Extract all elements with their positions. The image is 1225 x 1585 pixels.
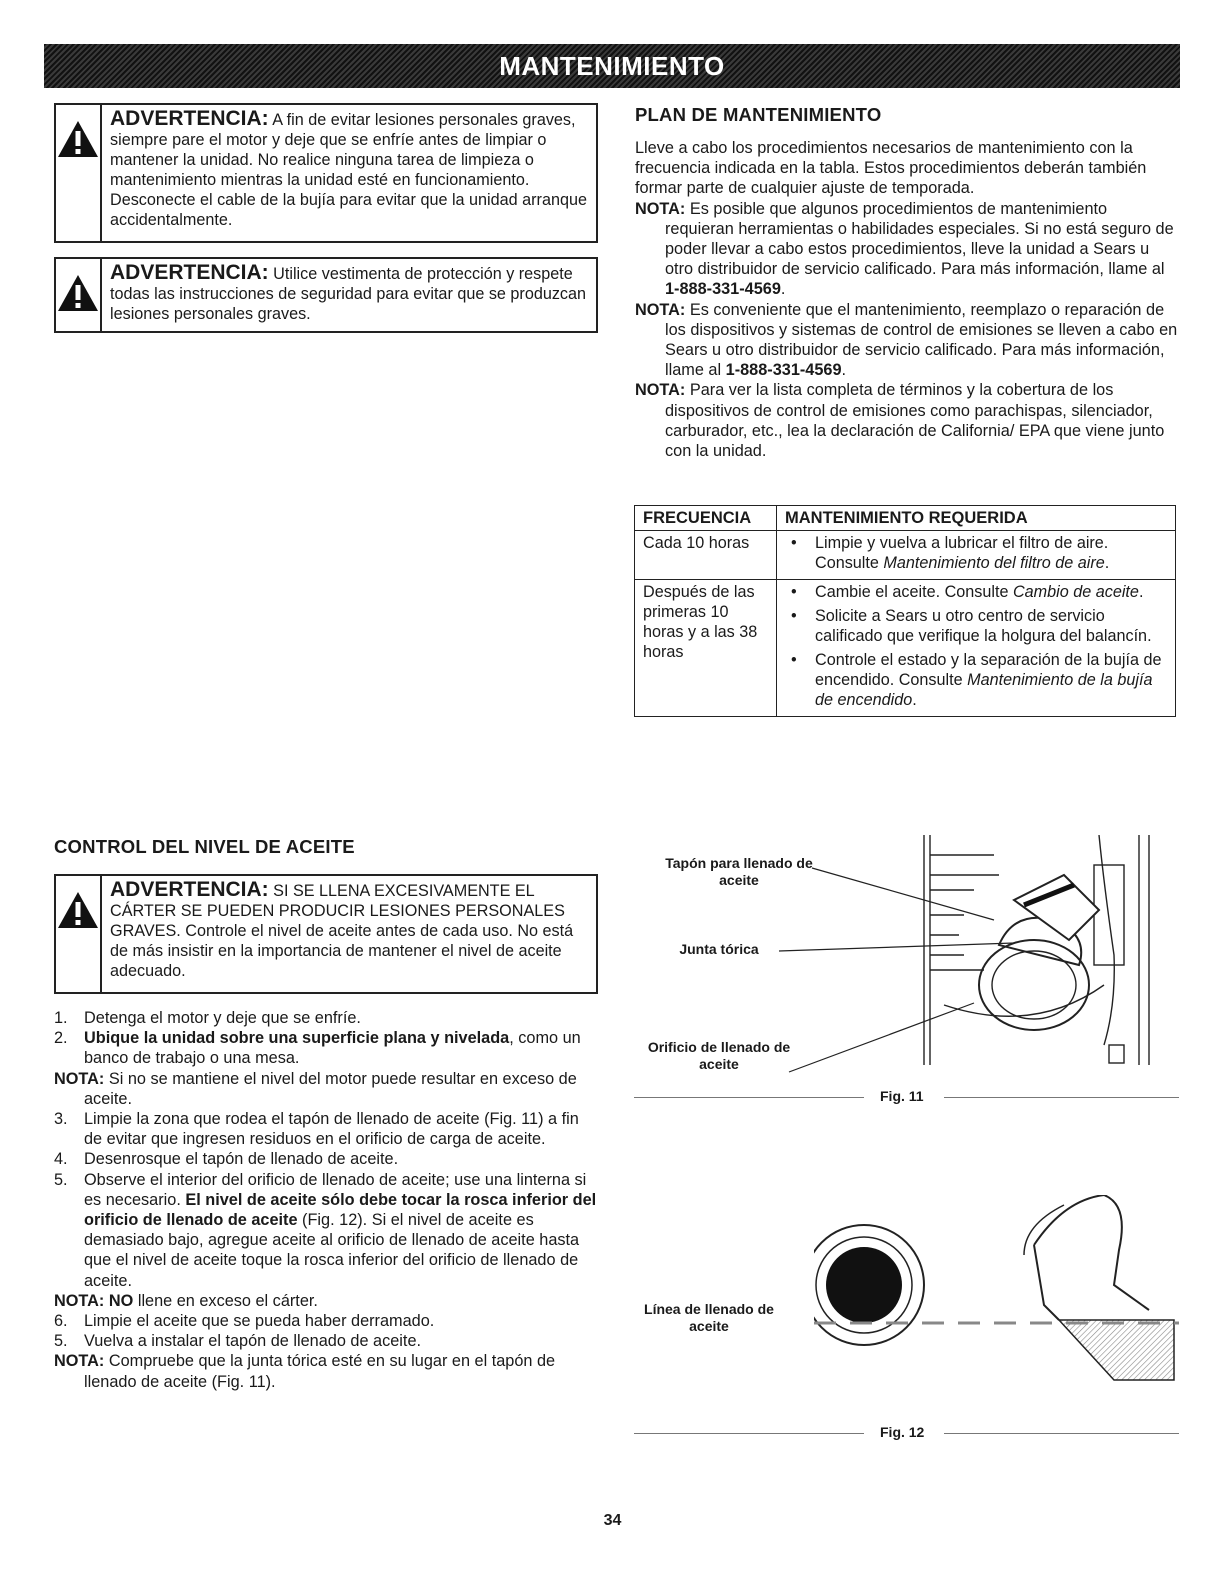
- warning-triangle-icon: [56, 119, 100, 159]
- table-row: [635, 531, 1176, 580]
- figure-caption: Orificio de llenado de aceite: [647, 1039, 791, 1072]
- note: NOTA: Para ver la lista completa de términos y la cobertura de los dispositivos de control de emisiones como parachispas, silenciador, carburador, etc., lea la declaración de California/ EPA que viene junto con la unidad.: [635, 381, 1165, 461]
- warning-box-3: [54, 874, 598, 994]
- maintenance-plan-section: [635, 104, 1180, 461]
- step-item: 4. Desenrosque el tapón de llenado de aceite.: [54, 1150, 399, 1169]
- note: NOTA: Es posible que algunos procedimientos de mantenimiento requieran herramientas o habilidades especiales. Si no está seguro de poder llevar a cabo estos procedimientos, lleve la unidad a Sears u otro distribuidor de servicio calificado. Para más información, llame al 1-888-331-4569.: [635, 199, 1174, 299]
- note: NOTA: Si no se mantiene el nivel del motor puede resultar en exceso de aceite.: [54, 1069, 577, 1108]
- table-cell: Cada 10 horas: [635, 531, 777, 580]
- figure-caption: Tapón para llenado de aceite: [665, 855, 813, 888]
- table-row: [635, 580, 1176, 717]
- warning-triangle-icon: [56, 273, 100, 313]
- list-item: • Limpie y vuelva a lubricar el filtro de aire. Consulte Mantenimiento del filtro de aire.: [785, 533, 1167, 573]
- leader-lines: [634, 835, 1179, 1105]
- figure-11: [634, 835, 1179, 1105]
- maintenance-table: [634, 505, 1176, 717]
- section-title: PLAN DE MANTENIMIENTO: [635, 104, 882, 125]
- figure-number: Fig. 11: [880, 1088, 924, 1104]
- step-item: 2. Ubique la unidad sobre una superficie plana y nivelada, como un banco de trabajo o una mesa.: [54, 1029, 581, 1068]
- figure-caption: Junta tórica: [679, 941, 759, 957]
- warning-text: SI SE LLENA EXCESIVAMENTE EL CÁRTER SE PUEDEN PRODUCIR LESIONES PERSONALES GRAVES. Controle el nivel de aceite antes de cada uso. No está de más insistir en la importancia de mantener el nivel de aceite adecuado.: [110, 882, 574, 980]
- step-item: 1. Detenga el motor y deje que se enfríe.: [54, 1009, 361, 1027]
- warning-heading: ADVERTENCIA:: [110, 878, 269, 901]
- table-header: FRECUENCIA: [635, 506, 777, 531]
- warning-heading: ADVERTENCIA:: [110, 261, 269, 284]
- note: NOTA: NO llene en exceso el cárter.: [54, 1291, 318, 1310]
- oil-fill-level-illustration: [814, 1195, 1179, 1415]
- page-number: 34: [603, 1512, 622, 1529]
- figure-12: [634, 1195, 1179, 1445]
- warning-triangle-icon: [56, 890, 100, 930]
- warning-box-1: [54, 103, 598, 243]
- list-item: • Solicite a Sears u otro centro de servicio calificado que verifique la holgura del balancín.: [785, 606, 1167, 646]
- warning-text: A fin de evitar lesiones personales graves, siempre pare el motor y deje que se enfríe antes de limpiar o mantener la unidad. No realice ninguna tarea de limpieza o mantenimiento mientras la unidad esté en funcionamiento. Desconecte el cable de la bujía para evitar que la unidad arranque accidentalmente.: [110, 111, 587, 229]
- step-item: 3. Limpie la zona que rodea el tapón de llenado de aceite (Fig. 11) a fin de evitar que ingresen residuos en el orificio de carga de aceite.: [54, 1110, 579, 1149]
- table-header: MANTENIMIENTO REQUERIDA: [777, 506, 1176, 531]
- step-item: 5. Observe el interior del orificio de llenado de aceite; use una linterna si es necesario. El nivel de aceite sólo debe tocar la rosca inferior del orificio de llenado de aceite (Fig. 12). Si el nivel de aceite es demasiado bajo, agregue aceite al orificio de llenado de aceite hasta que el nivel de aceite toque la rosca inferior del orificio de llenado de aceite.: [54, 1170, 597, 1290]
- step-item: 5. Vuelva a instalar el tapón de llenado de aceite.: [54, 1332, 422, 1351]
- step-item: 6. Limpie el aceite que se pueda haber derramado.: [54, 1312, 435, 1331]
- section-title: CONTROL DEL NIVEL DE ACEITE: [54, 836, 355, 857]
- table-cell: [777, 580, 1176, 717]
- list-item: • Controle el estado y la separación de la bujía de encendido. Consulte Mantenimiento de la bujía de encendido.: [785, 650, 1167, 710]
- note: NOTA: Compruebe que la junta tórica esté en su lugar en el tapón de llenado de aceite (Fig. 11).: [54, 1352, 556, 1391]
- figure-caption: Línea de llenado de aceite: [644, 1301, 774, 1334]
- plan-intro: Lleve a cabo los procedimientos necesarios de mantenimiento con la frecuencia indicada en la tabla. Estos procedimientos deberán también formar parte de cualquier ajuste de temporada.: [635, 139, 1147, 198]
- section-banner: MANTENIMIENTO: [44, 44, 1180, 88]
- list-item: • Cambie el aceite. Consulte Cambio de aceite.: [785, 582, 1167, 602]
- table-cell: Después de las primeras 10 horas y a las 38 horas: [635, 580, 777, 717]
- note: NOTA: Es conveniente que el mantenimiento, reemplazo o reparación de los dispositivos y sistemas de control de emisiones se lleven a cabo en Sears u otro distribuidor de servicio calificado. Para más información, llame al 1-888-331-4569.: [635, 300, 1178, 380]
- warning-text: Utilice vestimenta de protección y respete todas las instrucciones de seguridad para evitar que se produzcan lesiones personales graves.: [110, 265, 587, 323]
- warning-heading: ADVERTENCIA:: [110, 107, 269, 130]
- figure-number: Fig. 12: [880, 1424, 925, 1440]
- table-cell: [777, 531, 1176, 580]
- warning-box-2: [54, 257, 598, 333]
- oil-steps: [54, 1008, 599, 1392]
